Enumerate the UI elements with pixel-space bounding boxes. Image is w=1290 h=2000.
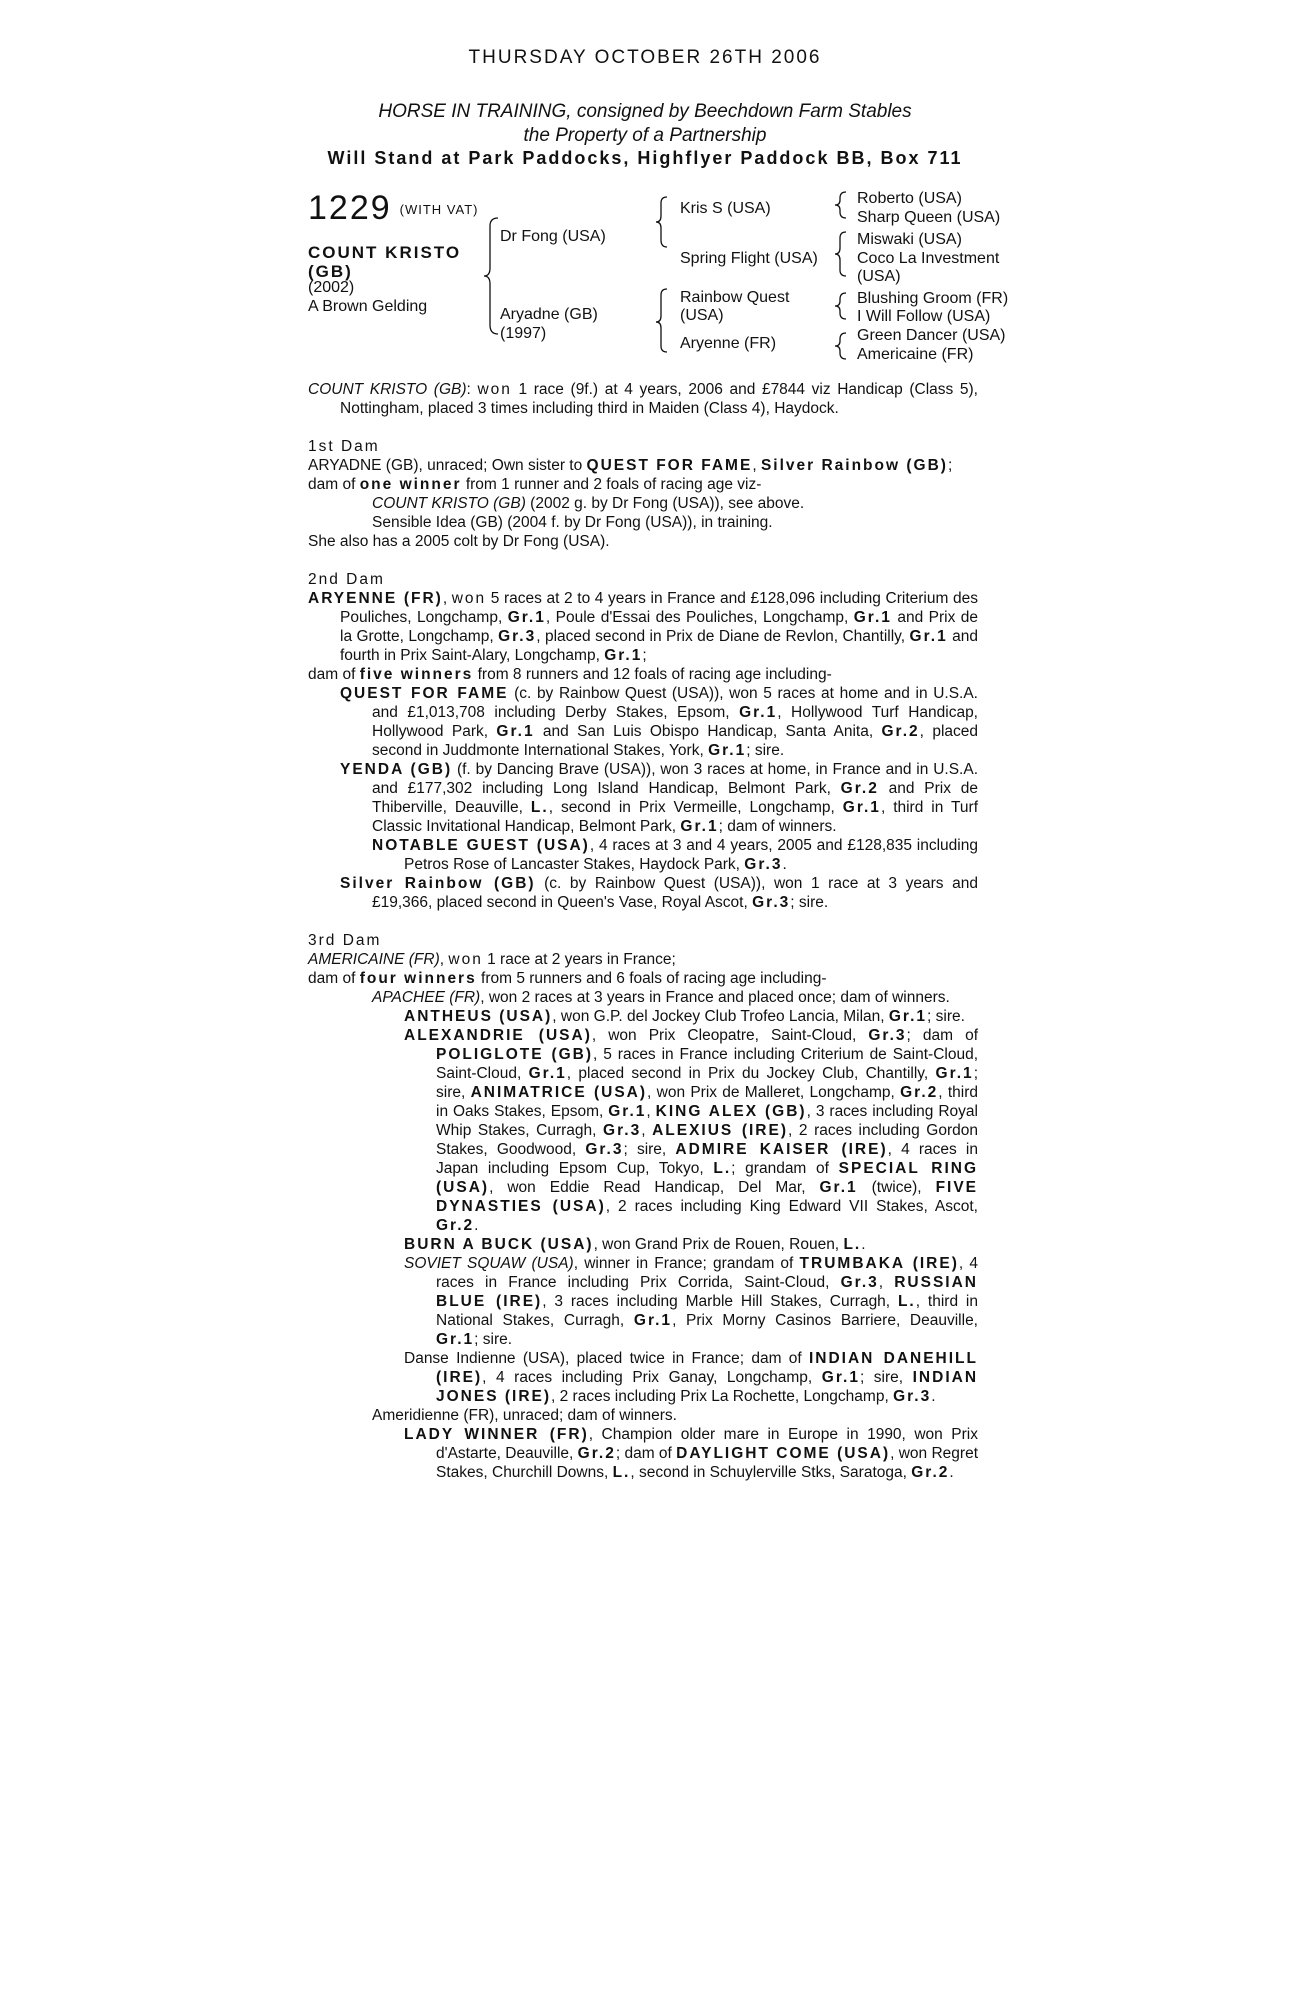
produce-entry: YENDA (GB) (f. by Dancing Brave (USA)), won 3 races at home, in France and in U.S.A. and £177,302 including Long Island Handicap, Belmont Park, Gr.2 and Prix de Thiberville, Deauville, L., second in Prix Vermeille, Longchamp, Gr.1, third in Turf Classic Invitational Handicap, Belmont Park, Gr.1; dam of winners. — [340, 761, 978, 835]
race-record: COUNT KRISTO (GB): won 1 race (9f.) at 4 years, 2006 and £7844 viz Handicap (Class 5), Nottingham, placed 3 times including third in Maiden (Class 4), Haydock. — [308, 381, 978, 417]
third-dam-produce: dam of four winners from 5 runners and 6 foals of racing age including- — [308, 970, 827, 987]
produce-entry: Sensible Idea (GB) (2004 f. by Dr Fong (USA)), in training. — [372, 514, 773, 531]
pedigree-g6: I Will Follow (USA) — [857, 308, 991, 325]
second-dam-produce: dam of five winners from 8 runners and 12 foals of racing age including- — [308, 666, 832, 683]
first-dam-line: ARYADNE (GB), unraced; Own sister to QUEST FOR FAME, Silver Rainbow (GB); — [308, 457, 953, 474]
pedigree-g5: Blushing Groom (FR) — [857, 290, 1009, 307]
produce-entry: Danse Indienne (USA), placed twice in France; dam of INDIAN DANEHILL (IRE), 4 races including Prix Ganay, Longchamp, Gr.1; sire, INDIAN JONES (IRE), 2 races including Prix La Rochette, Longchamp, Gr.3. — [404, 1350, 979, 1405]
produce-entry: ANTHEUS (USA), won G.P. del Jockey Club Trofeo Lancia, Milan, Gr.1; sire. — [404, 1008, 965, 1025]
produce-entry: NOTABLE GUEST (USA), 4 races at 3 and 4 years, 2005 and £128,835 including Petros Rose of Lancaster Stakes, Haydock Park, Gr.3. — [372, 837, 978, 873]
pedigree-dam-year: (1997) — [500, 325, 547, 342]
horse-name: COUNT KRISTO (GB) — [308, 243, 462, 281]
vat-note: (WITH VAT) — [399, 202, 479, 218]
property-line: the Property of a Partnership — [523, 125, 767, 146]
pedigree-g7: Green Dancer (USA) — [857, 327, 1006, 344]
pedigree-sire-sire: Kris S (USA) — [680, 200, 771, 217]
pedigree-g2: Sharp Queen (USA) — [857, 209, 1001, 226]
pedigree-g4: Coco La Investment (USA) — [857, 250, 1000, 285]
produce-entry: SOVIET SQUAW (USA), winner in France; grandam of TRUMBAKA (IRE), 4 races in France including Prix Corrida, Saint-Cloud, Gr.3, RUSSIAN BLUE (IRE), 3 races including Marble Hill Stakes, Curragh, L., third in National Stakes, Curragh, Gr.1, Prix Morny Casinos Barriere, Deauville, Gr.1; sire. — [404, 1255, 978, 1348]
first-dam-note: She also has a 2005 colt by Dr Fong (USA). — [308, 533, 610, 550]
pedigree-dam: Aryadne (GB) — [500, 306, 598, 323]
stand-location: Will Stand at Park Paddocks, Highflyer Paddock BB, Box 711 — [327, 148, 963, 168]
pedigree-g3: Miswaki (USA) — [857, 231, 962, 248]
pedigree-dam-sire: Rainbow Quest (USA) — [680, 289, 790, 324]
first-dam-produce: dam of one winner from 1 runner and 2 foals of racing age viz- — [308, 476, 762, 493]
horse-year: (2002) — [308, 279, 355, 296]
pedigree-sire-dam: Spring Flight (USA) — [680, 250, 818, 267]
third-dam-heading: 3rd Dam — [308, 932, 382, 949]
produce-entry: QUEST FOR FAME (c. by Rainbow Quest (USA)), won 5 races at home and in U.S.A. and £1,013,708 including Derby Stakes, Epsom, Gr.1, Hollywood Turf Handicap, Hollywood Park, Gr.1 and San Luis Obispo Handicap, Santa Anita, Gr.2, placed second in Juddmonte International Stakes, York, Gr.1; sire. — [340, 685, 978, 759]
horse-description: A Brown Gelding — [308, 298, 428, 315]
produce-entry: LADY WINNER (FR), Champion older mare in Europe in 1990, won Prix d'Astarte, Deauville, Gr.2; dam of DAYLIGHT COME (USA), won Regret Stakes, Churchill Downs, L., second in Schuylerville Stks, Saratoga, Gr.2. — [404, 1426, 979, 1481]
pedigree-g1: Roberto (USA) — [857, 190, 962, 207]
third-dam-record: AMERICAINE (FR), won 1 race at 2 years in France; — [308, 951, 676, 968]
second-dam-heading: 2nd Dam — [308, 571, 385, 588]
produce-entry: ALEXANDRIE (USA), won Prix Cleopatre, Saint-Cloud, Gr.3; dam of POLIGLOTE (GB), 5 races in France including Criterium de Saint-Cloud, Saint-Cloud, Gr.1, placed second in Prix du Jockey Club, Chantilly, Gr.1; sire, ANIMATRICE (USA), won Prix de Malleret, Longchamp, Gr.2, third in Oaks Stakes, Epsom, Gr.1, KING ALEX (GB), 3 races including Royal Whip Stakes, Curragh, Gr.3, ALEXIUS (IRE), 2 races including Gordon Stakes, Goodwood, Gr.3; sire, ADMIRE KAISER (IRE), 4 races in Japan including Epsom Cup, Tokyo, L.; grandam of SPECIAL RING (USA), won Eddie Read Handicap, Del Mar, Gr.1 (twice), FIVE DYNASTIES (USA), 2 races including King Edward VII Stakes, Ascot, Gr.2. — [404, 1027, 979, 1234]
second-dam-record: ARYENNE (FR), won 5 races at 2 to 4 years in France and £128,096 including Criterium des Pouliches, Longchamp, Gr.1, Poule d'Essai des Pouliches, Longchamp, Gr.1 and Prix de la Grotte, Longchamp, Gr.3, placed second in Prix de Diane de Revlon, Chantilly, Gr.1 and fourth in Prix Saint-Alary, Longchamp, Gr.1; — [308, 590, 979, 664]
produce-entry: Silver Rainbow (GB) (c. by Rainbow Quest (USA)), won 1 race at 3 years and £19,366, placed second in Queen's Vase, Royal Ascot, Gr.3; sire. — [340, 875, 978, 911]
produce-entry: BURN A BUCK (USA), won Grand Prix de Rouen, Rouen, L.. — [404, 1236, 866, 1253]
produce-entry: COUNT KRISTO (GB) (2002 g. by Dr Fong (USA)), see above. — [372, 495, 805, 512]
pedigree-g8: Americaine (FR) — [857, 346, 974, 363]
pedigree-dam-dam: Aryenne (FR) — [680, 335, 777, 352]
catalogue-body — [308, 380, 978, 1482]
pedigree-sire: Dr Fong (USA) — [500, 228, 606, 245]
produce-entry: APACHEE (FR), won 2 races at 3 years in France and placed once; dam of winners. — [372, 989, 950, 1006]
consignor-line: HORSE IN TRAINING, consigned by Beechdown Farm Stables — [378, 101, 912, 122]
first-dam-heading: 1st Dam — [308, 438, 380, 455]
produce-entry: Ameridienne (FR), unraced; dam of winners. — [372, 1407, 677, 1424]
sale-date: THURSDAY OCTOBER 26TH 2006 — [468, 47, 822, 68]
lot-number: 1229 — [308, 189, 392, 227]
